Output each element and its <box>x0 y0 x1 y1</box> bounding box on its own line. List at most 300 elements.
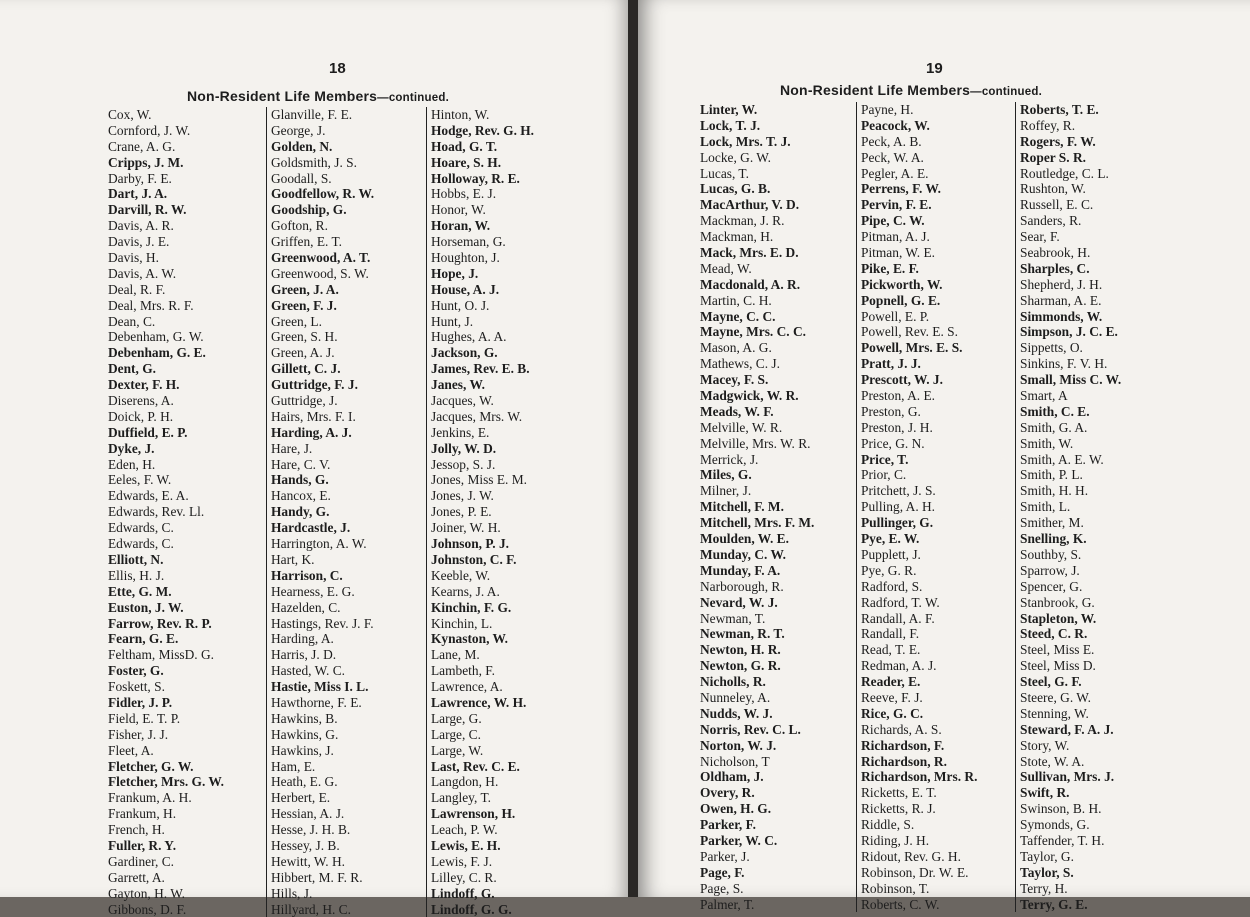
member-entry: Pupplett, J. <box>861 546 921 562</box>
member-entry: Smith, A. E. W. <box>1020 451 1104 467</box>
member-entry: Goodall, S. <box>271 170 332 186</box>
member-entry: Last, Rev. C. E. <box>431 758 520 774</box>
member-entry: Peck, W. A. <box>861 149 924 165</box>
member-entry: Melville, Mrs. W. R. <box>700 435 811 451</box>
member-entry: Hinton, W. <box>431 107 490 122</box>
name-column <box>700 102 814 912</box>
member-entry: Hessey, J. B. <box>271 837 340 853</box>
member-entry: Taylor, G. <box>1020 848 1074 864</box>
member-entry: Fletcher, G. W. <box>108 758 194 774</box>
member-entry: Garrett, A. <box>108 869 165 885</box>
member-entry: Moulden, W. E. <box>700 531 789 547</box>
member-entry: Smith, H. H. <box>1020 483 1089 499</box>
member-entry: Hodge, Rev. G. H. <box>431 122 535 138</box>
member-entry: Swinson, B. H. <box>1020 801 1102 817</box>
member-entry: Hawkins, B. <box>271 710 338 726</box>
member-entry: Eeles, F. W. <box>108 472 172 488</box>
member-entry: Glanville, F. E. <box>271 107 353 122</box>
member-entry: Martin, C. H. <box>700 292 772 308</box>
member-entry: Euston, J. W. <box>108 599 184 615</box>
member-entry: Elliott, N. <box>108 551 164 567</box>
heading-text: Non-Resident Life Members <box>187 88 378 104</box>
member-entry: Price, T. <box>861 451 909 467</box>
member-entry: Smith, G. A. <box>1020 419 1088 435</box>
name-column <box>266 107 374 917</box>
member-entry: Rushton, W. <box>1020 181 1086 197</box>
member-entry: Harris, J. D. <box>271 647 337 663</box>
member-entry: Perrens, F. W. <box>861 181 941 197</box>
member-entry: Harrington, A. W. <box>271 536 367 552</box>
member-entry: Gardiner, C. <box>108 853 175 869</box>
member-entry: Lucas, T. <box>700 165 749 181</box>
member-entry: Ette, G. M. <box>108 583 172 599</box>
member-entry: Eden, H. <box>108 456 156 472</box>
member-entry: Green, J. A. <box>271 281 339 297</box>
member-entry: Hawkins, J. <box>271 742 334 758</box>
member-entry: Snelling, K. <box>1020 531 1087 547</box>
member-entry: Hunt, J. <box>431 313 474 329</box>
member-entry: Hart, K. <box>271 551 315 567</box>
member-entry: Large, G. <box>431 710 482 726</box>
member-entry: Kinchin, L. <box>431 615 493 631</box>
member-entry: Hearness, E. G. <box>271 583 355 599</box>
member-entry: Terry, G. E. <box>1020 896 1088 912</box>
member-entry: Davis, A. R. <box>108 218 174 234</box>
member-entry: Dart, J. A. <box>108 186 168 202</box>
member-entry: Green, F. J. <box>271 297 337 313</box>
member-entry: Mason, A. G. <box>700 340 772 356</box>
member-entry: Stanbrook, G. <box>1020 594 1095 610</box>
member-entry: Madgwick, W. R. <box>700 388 799 404</box>
member-entry: Edwards, C. <box>108 520 174 536</box>
member-entry: Lucas, G. B. <box>700 181 771 197</box>
member-entry: Frankum, H. <box>108 806 177 822</box>
member-entry: Fidler, J. P. <box>108 694 173 710</box>
member-entry: Pye, G. R. <box>861 562 917 578</box>
member-entry: Nunneley, A. <box>700 689 771 705</box>
member-entry: Linter, W. <box>700 102 758 117</box>
member-entry: Read, T. E. <box>861 642 921 658</box>
member-entry: Robinson, T. <box>861 880 930 896</box>
member-entry: Page, F. <box>700 864 745 880</box>
member-entry: Griffen, E. T. <box>271 234 343 250</box>
member-entry: Mitchell, Mrs. F. M. <box>700 515 815 531</box>
member-entry: Lawrence, A. <box>431 679 503 695</box>
heading-text: Non-Resident Life Members <box>780 82 971 98</box>
member-entry: Gillett, C. J. <box>271 361 341 377</box>
member-entry: Norton, W. J. <box>700 737 777 753</box>
member-entry: Roper S. R. <box>1020 149 1086 165</box>
member-entry: Lock, T. J. <box>700 117 761 133</box>
member-entry: Kinchin, F. G. <box>431 599 512 615</box>
member-entry: Prior, C. <box>861 467 907 483</box>
member-entry: Peck, A. B. <box>861 133 922 149</box>
member-entry: Harding, A. <box>271 631 334 647</box>
member-entry: Jacques, W. <box>431 393 494 409</box>
member-entry: Hobbs, E. J. <box>431 186 497 202</box>
member-entry: Riddle, S. <box>861 817 915 833</box>
member-entry: Field, E. T. P. <box>108 710 181 726</box>
name-column <box>426 107 534 917</box>
member-entry: Simmonds, W. <box>1020 308 1103 324</box>
member-entry: Parker, J. <box>700 848 750 864</box>
member-entry: Jones, Miss E. M. <box>431 472 527 488</box>
member-entry: Jacques, Mrs. W. <box>431 408 523 424</box>
member-entry: Newton, H. R. <box>700 642 781 658</box>
member-entry: Janes, W. <box>431 377 485 393</box>
member-entry: Steel, Miss D. <box>1020 658 1096 674</box>
member-entry: Small, Miss C. W. <box>1020 372 1122 388</box>
member-entry: Newman, R. T. <box>700 626 785 642</box>
member-entry: Parker, W. C. <box>700 832 778 848</box>
heading-suffix: —continued. <box>970 86 1042 98</box>
member-entry: Gayton, H. W. <box>108 885 185 901</box>
member-entry: Leach, P. W. <box>431 822 498 838</box>
member-entry: Symonds, G. <box>1020 817 1090 833</box>
member-entry: Nudds, W. J. <box>700 705 773 721</box>
member-entry: Popnell, G. E. <box>861 292 941 308</box>
member-entry: Hare, C. V. <box>271 456 331 472</box>
member-entry: Narborough, R. <box>700 578 784 594</box>
member-entry: Story, W. <box>1020 737 1070 753</box>
member-entry: Guttridge, J. <box>271 393 338 409</box>
member-entry: Edwards, C. <box>108 536 174 552</box>
member-entry: Powell, Rev. E. S. <box>861 324 958 340</box>
member-entry: Hairs, Mrs. F. I. <box>271 408 356 424</box>
member-entry: Honor, W. <box>431 202 486 218</box>
member-entry: Smither, M. <box>1020 515 1084 531</box>
member-entry: Swift, R. <box>1020 785 1070 801</box>
member-entry: Steward, F. A. J. <box>1020 721 1114 737</box>
member-entry: Gibbons, D. F. <box>108 901 187 917</box>
name-column <box>856 102 977 912</box>
name-column <box>108 107 224 917</box>
member-entry: Reeve, F. J. <box>861 689 923 705</box>
member-entry: Houghton, J. <box>431 250 500 266</box>
member-entry: Sharman, A. E. <box>1020 292 1102 308</box>
member-entry: Hibbert, M. F. R. <box>271 869 363 885</box>
member-entry: MacArthur, V. D. <box>700 197 800 213</box>
member-entry: Richards, A. S. <box>861 721 942 737</box>
member-entry: Joiner, W. H. <box>431 520 501 536</box>
member-entry: Munday, C. W. <box>700 546 786 562</box>
member-entry: Sanders, R. <box>1020 213 1082 229</box>
member-entry: Pike, E. F. <box>861 260 919 276</box>
member-entry: Hazelden, C. <box>271 599 341 615</box>
member-entry: Steel, G. F. <box>1020 674 1082 690</box>
member-entry: Lambeth, F. <box>431 663 496 679</box>
member-entry: Hands, G. <box>271 472 329 488</box>
member-entry: Gofton, R. <box>271 218 328 234</box>
member-entry: Goodfellow, R. W. <box>271 186 375 202</box>
member-entry: Taylor, S. <box>1020 864 1074 880</box>
member-entry: Hoare, S. H. <box>431 154 502 170</box>
member-entry: Price, G. N. <box>861 435 925 451</box>
member-entry: Pritchett, J. S. <box>861 483 936 499</box>
member-entry: Page, S. <box>700 880 744 896</box>
member-entry: Pratt, J. J. <box>861 356 921 372</box>
member-entry: Kynaston, W. <box>431 631 509 647</box>
member-entry: Shepherd, J. H. <box>1020 276 1103 292</box>
member-entry: Duffield, E. P. <box>108 424 188 440</box>
member-entry: Hardcastle, J. <box>271 520 351 536</box>
member-entry: Green, L. <box>271 313 322 329</box>
member-entry: Hessian, A. J. <box>271 806 345 822</box>
member-entry: Roberts, T. E. <box>1020 102 1099 117</box>
member-entry: Heath, E. G. <box>271 774 338 790</box>
member-entry: Jones, P. E. <box>431 504 492 520</box>
name-column <box>1015 102 1121 912</box>
member-entry: Edwards, E. A. <box>108 488 189 504</box>
member-entry: Mayne, Mrs. C. C. <box>700 324 806 340</box>
member-entry: Nicholls, R. <box>700 674 766 690</box>
member-entry: Handy, G. <box>271 504 330 520</box>
member-entry: Rogers, F. W. <box>1020 133 1096 149</box>
member-entry: Riding, J. H. <box>861 832 930 848</box>
member-entry: Norris, Rev. C. L. <box>700 721 801 737</box>
member-entry: House, A. J. <box>431 281 500 297</box>
member-entry: James, Rev. E. B. <box>431 361 530 377</box>
member-entry: Debenham, G. W. <box>108 329 204 345</box>
member-entry: Edwards, Rev. Ll. <box>108 504 205 520</box>
member-entry: Powell, E. P. <box>861 308 930 324</box>
member-entry: Newton, G. R. <box>700 658 781 674</box>
member-entry: Milner, J. <box>700 483 752 499</box>
member-entry: Dexter, F. H. <box>108 377 180 393</box>
member-entry: Mitchell, F. M. <box>700 499 784 515</box>
member-entry: Mack, Mrs. E. D. <box>700 245 799 261</box>
member-entry: Doick, P. H. <box>108 408 174 424</box>
page-heading <box>780 82 1042 98</box>
member-entry: Hughes, A. A. <box>431 329 507 345</box>
member-entry: Prescott, W. J. <box>861 372 943 388</box>
member-entry: Radford, S. <box>861 578 923 594</box>
member-entry: Spencer, G. <box>1020 578 1083 594</box>
member-entry: Johnston, C. F. <box>431 551 517 567</box>
page-number: 18 <box>329 60 346 77</box>
member-entry: Reader, E. <box>861 674 921 690</box>
member-entry: Pulling, A. H. <box>861 499 936 515</box>
member-entry: Stenning, W. <box>1020 705 1089 721</box>
member-entry: Johnson, P. J. <box>431 536 510 552</box>
member-entry: Pullinger, G. <box>861 515 934 531</box>
member-entry: Mead, W. <box>700 260 752 276</box>
member-entry: Ellis, H. J. <box>108 567 165 583</box>
member-entry: Russell, E. C. <box>1020 197 1094 213</box>
member-entry: Diserens, A. <box>108 393 174 409</box>
member-entry: Horan, W. <box>431 218 491 234</box>
member-entry: Darby, F. E. <box>108 170 172 186</box>
member-entry: Kearns, J. A. <box>431 583 500 599</box>
member-entry: Roberts, C. W. <box>861 896 940 912</box>
member-entry: Stapleton, W. <box>1020 610 1097 626</box>
member-entry: Farrow, Rev. R. P. <box>108 615 212 631</box>
member-entry: Ridout, Rev. G. H. <box>861 848 961 864</box>
member-entry: Nevard, W. J. <box>700 594 778 610</box>
member-entry: Foskett, S. <box>108 679 165 695</box>
member-entry: Smart, A <box>1020 388 1068 404</box>
member-entry: Green, S. H. <box>271 329 338 345</box>
member-entry: Locke, G. W. <box>700 149 772 165</box>
member-entry: Goodship, G. <box>271 202 347 218</box>
member-entry: Hawthorne, F. E. <box>271 694 362 710</box>
member-entry: Langdon, H. <box>431 774 499 790</box>
member-entry: Steere, G. W. <box>1020 689 1092 705</box>
member-entry: Deal, Mrs. R. F. <box>108 297 194 313</box>
member-entry: Dean, C. <box>108 313 156 329</box>
member-entry: Sear, F. <box>1020 229 1060 245</box>
member-entry: Herbert, E. <box>271 790 331 806</box>
member-entry: Greenwood, S. W. <box>271 265 369 281</box>
member-entry: Randall, F. <box>861 626 920 642</box>
member-entry: Large, W. <box>431 742 484 758</box>
member-entry: Preston, G. <box>861 403 921 419</box>
member-entry: Southby, S. <box>1020 546 1082 562</box>
member-entry: Melville, W. R. <box>700 419 783 435</box>
member-entry: Sinkins, F. V. H. <box>1020 356 1108 372</box>
member-entry: Langley, T. <box>431 790 491 806</box>
member-entry: Macey, F. S. <box>700 372 769 388</box>
member-entry: Steel, Miss E. <box>1020 642 1095 658</box>
member-entry: Palmer, T. <box>700 896 755 912</box>
member-entry: Goldsmith, J. S. <box>271 154 357 170</box>
member-entry: Frankum, A. H. <box>108 790 192 806</box>
member-entry: Merrick, J. <box>700 451 759 467</box>
member-entry: Lane, M. <box>431 647 480 663</box>
member-entry: Horseman, G. <box>431 234 506 250</box>
member-entry: Pitman, W. E. <box>861 245 936 261</box>
member-entry: Jenkins, E. <box>431 424 490 440</box>
member-entry: Feltham, MissD. G. <box>108 647 215 663</box>
member-entry: Pipe, C. W. <box>861 213 925 229</box>
member-entry: Dyke, J. <box>108 440 155 456</box>
member-entry: Lewis, F. J. <box>431 853 493 869</box>
member-entry: Radford, T. W. <box>861 594 940 610</box>
member-entry: Overy, R. <box>700 785 755 801</box>
member-entry: French, H. <box>108 822 165 838</box>
member-entry: Rice, G. C. <box>861 705 924 721</box>
member-entry: Dent, G. <box>108 361 156 377</box>
member-entry: Owen, H. G. <box>700 801 772 817</box>
member-entry: Sharples, C. <box>1020 260 1090 276</box>
member-entry: Peacock, W. <box>861 117 930 133</box>
member-entry: Sippetts, O. <box>1020 340 1083 356</box>
member-entry: Pegler, A. E. <box>861 165 929 181</box>
member-entry: Hasted, W. C. <box>271 663 346 679</box>
member-entry: Ham, E. <box>271 758 316 774</box>
member-entry: Golden, N. <box>271 138 333 154</box>
member-entry: Newman, T. <box>700 610 766 626</box>
member-entry: Guttridge, F. J. <box>271 377 358 393</box>
member-entry: Oldham, J. <box>700 769 764 785</box>
member-entry: Hills, J. <box>271 885 313 901</box>
right-page <box>638 0 1250 912</box>
member-entry: Randall, A. F. <box>861 610 935 626</box>
member-entry: Cornford, J. W. <box>108 122 191 138</box>
member-entry: Hancox, E. <box>271 488 331 504</box>
page-number: 19 <box>926 60 943 77</box>
member-entry: Mackman, H. <box>700 229 774 245</box>
member-entry: Taffender, T. H. <box>1020 832 1105 848</box>
member-entry: Payne, H. <box>861 102 914 117</box>
member-entry: Pervin, F. E. <box>861 197 932 213</box>
member-entry: Davis, J. E. <box>108 234 170 250</box>
member-entry: Smith, P. L. <box>1020 467 1083 483</box>
member-entry: Hope, J. <box>431 265 479 281</box>
member-entry: Simpson, J. C. E. <box>1020 324 1118 340</box>
member-entry: Harrison, C. <box>271 567 343 583</box>
member-entry: Hesse, J. H. B. <box>271 822 351 838</box>
member-entry: Ricketts, R. J. <box>861 801 936 817</box>
member-entry: Hastings, Rev. J. F. <box>271 615 374 631</box>
member-entry: Ricketts, E. T. <box>861 785 937 801</box>
member-entry: Sparrow, J. <box>1020 562 1080 578</box>
member-entry: Hillyard, H. C. <box>271 901 351 917</box>
member-entry: Routledge, C. L. <box>1020 165 1109 181</box>
member-entry: Foster, G. <box>108 663 164 679</box>
member-entry: Hawkins, G. <box>271 726 339 742</box>
member-entry: Davis, A. W. <box>108 265 177 281</box>
member-entry: Lindoff, G. G. <box>431 901 512 917</box>
member-entry: Mayne, C. C. <box>700 308 776 324</box>
member-entry: Pye, E. W. <box>861 531 920 547</box>
member-entry: Terry, H. <box>1020 880 1068 896</box>
member-entry: Holloway, R. E. <box>431 170 520 186</box>
member-entry: Hunt, O. J. <box>431 297 490 313</box>
member-entry: Richardson, F. <box>861 737 945 753</box>
member-entry: Lawrenson, H. <box>431 806 516 822</box>
member-entry: Crane, A. G. <box>108 138 176 154</box>
member-entry: Redman, A. J. <box>861 658 937 674</box>
member-entry: Pitman, A. J. <box>861 229 930 245</box>
book-gutter <box>628 0 638 897</box>
member-entry: Sullivan, Mrs. J. <box>1020 769 1115 785</box>
member-entry: Pickworth, W. <box>861 276 943 292</box>
member-entry: Smith, L. <box>1020 499 1071 515</box>
member-entry: Richardson, R. <box>861 753 947 769</box>
member-entry: Macdonald, A. R. <box>700 276 801 292</box>
member-entry: Fisher, J. J. <box>108 726 169 742</box>
member-entry: Nicholson, T <box>700 753 770 769</box>
member-entry: Hare, J. <box>271 440 313 456</box>
member-entry: Stote, W. A. <box>1020 753 1085 769</box>
member-entry: Darvill, R. W. <box>108 202 187 218</box>
member-entry: Munday, F. A. <box>700 562 781 578</box>
member-entry: Fuller, R. Y. <box>108 837 177 853</box>
member-entry: Parker, F. <box>700 817 756 833</box>
member-entry: Preston, A. E. <box>861 388 936 404</box>
member-entry: Cripps, J. M. <box>108 154 184 170</box>
member-entry: Lawrence, W. H. <box>431 694 527 710</box>
member-entry: Deal, R. F. <box>108 281 166 297</box>
member-entry: Smith, C. E. <box>1020 403 1090 419</box>
member-entry: Steed, C. R. <box>1020 626 1088 642</box>
member-entry: Mathews, C. J. <box>700 356 780 372</box>
member-entry: Hoad, G. T. <box>431 138 498 154</box>
member-entry: Seabrook, H. <box>1020 245 1091 261</box>
member-entry: Mackman, J. R. <box>700 213 785 229</box>
member-entry: Large, C. <box>431 726 481 742</box>
member-entry: Green, A. J. <box>271 345 335 361</box>
page-heading <box>187 88 449 104</box>
member-entry: Greenwood, A. T. <box>271 250 371 266</box>
member-entry: Jackson, G. <box>431 345 498 361</box>
member-entry: Preston, J. H. <box>861 419 933 435</box>
heading-suffix: —continued. <box>377 92 449 104</box>
member-entry: Jolly, W. D. <box>431 440 497 456</box>
member-entry: Robinson, Dr. W. E. <box>861 864 969 880</box>
member-entry: Fletcher, Mrs. G. W. <box>108 774 224 790</box>
